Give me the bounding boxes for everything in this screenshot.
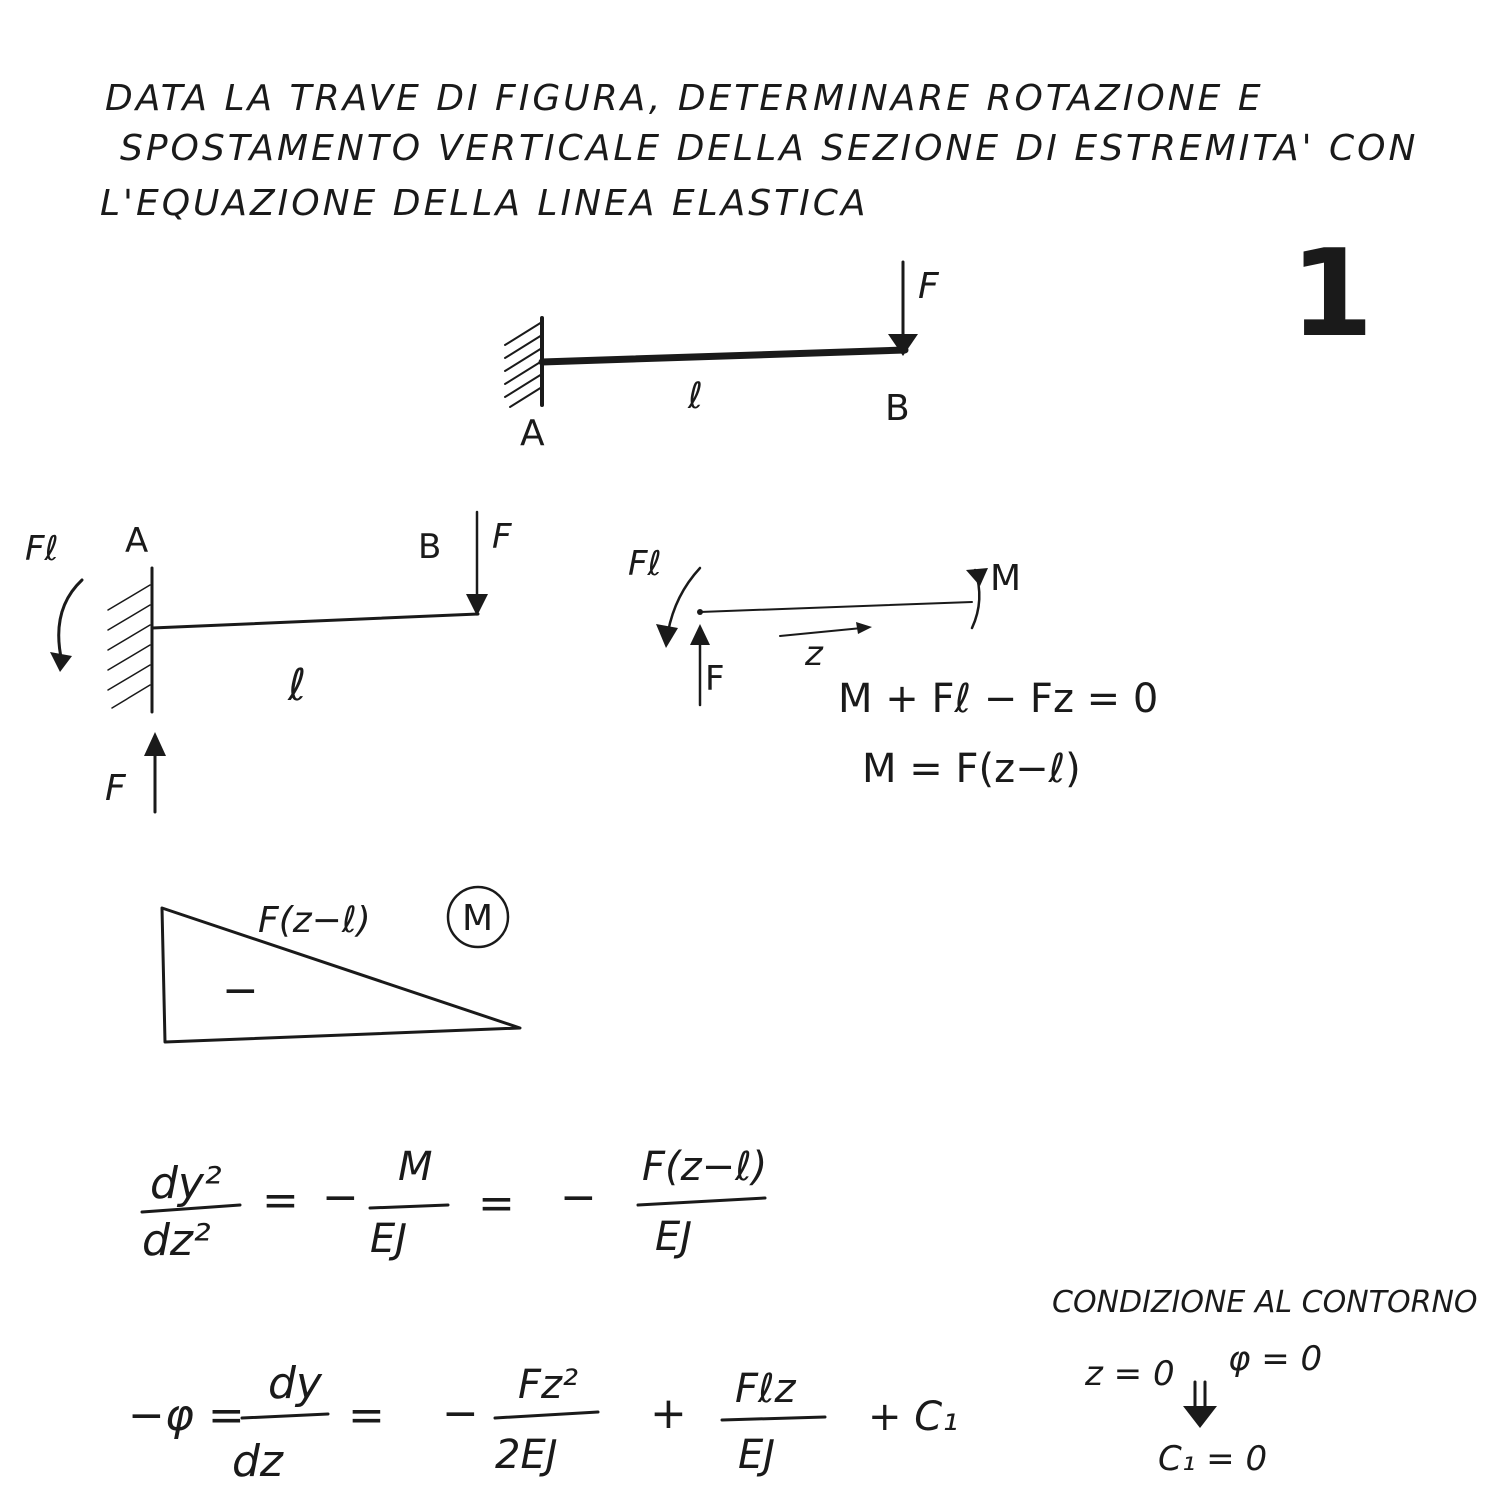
boundary-conditions: [1052, 1285, 1478, 1479]
right-moment-label: M: [990, 558, 1022, 599]
implies-arrow-head: [1183, 1406, 1217, 1428]
moment-denominator: EJ: [370, 1216, 408, 1262]
moment-reaction-arrow: [59, 580, 82, 662]
equals-sign-3: =: [348, 1390, 385, 1441]
term2-numerator: Fℓz: [735, 1366, 796, 1412]
fraction-bar-6: [722, 1417, 825, 1420]
load-arrow-head: [466, 594, 488, 616]
reaction-label: F: [105, 768, 126, 809]
length-label-2: ℓ: [288, 660, 307, 711]
term1-numerator: Fz²: [518, 1362, 579, 1408]
left-moment-arrow-head: [656, 624, 678, 648]
second-derivative-numerator: dy²: [150, 1158, 222, 1209]
left-moment-label: Fℓ: [628, 544, 662, 584]
boundary-result: C₁ = 0: [1158, 1439, 1268, 1479]
support-label-a-2: A: [125, 521, 149, 561]
length-label: ℓ: [688, 376, 703, 417]
first-derivative-denominator: dz: [232, 1436, 284, 1487]
equals-sign-1: =: [262, 1175, 299, 1226]
moment-reaction-label: Fℓ: [25, 529, 59, 569]
minus-sign-2: −: [560, 1172, 597, 1223]
equilibrium-equation: M + Fℓ − Fz = 0: [838, 676, 1159, 722]
equals-sign-2: =: [478, 1178, 515, 1229]
free-body-diagram: [25, 512, 512, 812]
reaction-arrow-head: [144, 732, 166, 756]
fraction-bar-4: [242, 1414, 328, 1418]
term1-denominator: 2EJ: [495, 1432, 558, 1478]
section-start-point: [697, 609, 703, 615]
support-hatching: [505, 322, 542, 407]
first-derivative-numerator: dy: [268, 1358, 322, 1409]
z-axis-label: z: [805, 634, 823, 674]
cantilever-diagram: [505, 262, 940, 454]
beam: [542, 350, 905, 362]
rotation-lhs: −φ =: [128, 1390, 245, 1441]
section-beam: [700, 602, 972, 612]
second-derivative-denominator: dz²: [142, 1215, 211, 1266]
support-label-a: A: [520, 413, 545, 454]
boundary-title: CONDIZIONE AL CONTORNO: [1052, 1285, 1478, 1320]
beam-2: [152, 614, 478, 628]
problem-line-2: SPOSTAMENTO VERTICALE DELLA SEZIONE DI ESTREMITA' CON: [120, 128, 1419, 169]
moment-numerator: M: [398, 1144, 433, 1190]
force-numerator: F(z−ℓ): [642, 1144, 768, 1190]
fraction-bar-5: [495, 1412, 598, 1418]
fraction-bar-3: [638, 1198, 765, 1205]
problem-line-1: DATA LA TRAVE DI FIGURA, DETERMINARE ROTAZIONE E: [105, 78, 1264, 119]
force-label: F: [918, 266, 939, 307]
force-denominator: EJ: [655, 1214, 693, 1260]
z-axis-arrow-head: [856, 622, 872, 634]
moment-tag: M: [462, 898, 494, 939]
problem-line-3: L'EQUAZIONE DELLA LINEA ELASTICA: [100, 183, 869, 224]
end-label-b-2: B: [418, 527, 442, 567]
right-moment-arrow-head: [966, 568, 988, 586]
fraction-bar-2: [370, 1205, 448, 1208]
integration-constant: + C₁: [868, 1394, 959, 1440]
end-label-b: B: [885, 388, 910, 429]
left-moment-arrow: [668, 568, 700, 632]
elastic-equation: [142, 1144, 767, 1266]
minus-sign-1: −: [322, 1172, 359, 1223]
plus-sign: +: [650, 1388, 687, 1439]
load-label: F: [492, 517, 512, 557]
minus-sign-3: −: [442, 1388, 479, 1439]
bending-moment-diagram: [162, 887, 520, 1042]
problem-number: 1: [1290, 225, 1374, 364]
section-reaction-arrow-head: [690, 624, 710, 645]
moment-reaction-arrow-head: [50, 652, 72, 672]
boundary-phi-condition: φ = 0: [1228, 1339, 1323, 1379]
term2-denominator: EJ: [738, 1432, 776, 1478]
support-hatching-2: [108, 585, 150, 708]
rotation-equation: [128, 1358, 958, 1487]
section-reaction-label: F: [705, 659, 725, 699]
moment-expression: F(z−ℓ): [258, 900, 371, 941]
moment-sign: −: [222, 965, 259, 1016]
boundary-z-condition: z = 0: [1085, 1354, 1175, 1394]
moment-equation: M = F(z−ℓ): [862, 746, 1081, 792]
